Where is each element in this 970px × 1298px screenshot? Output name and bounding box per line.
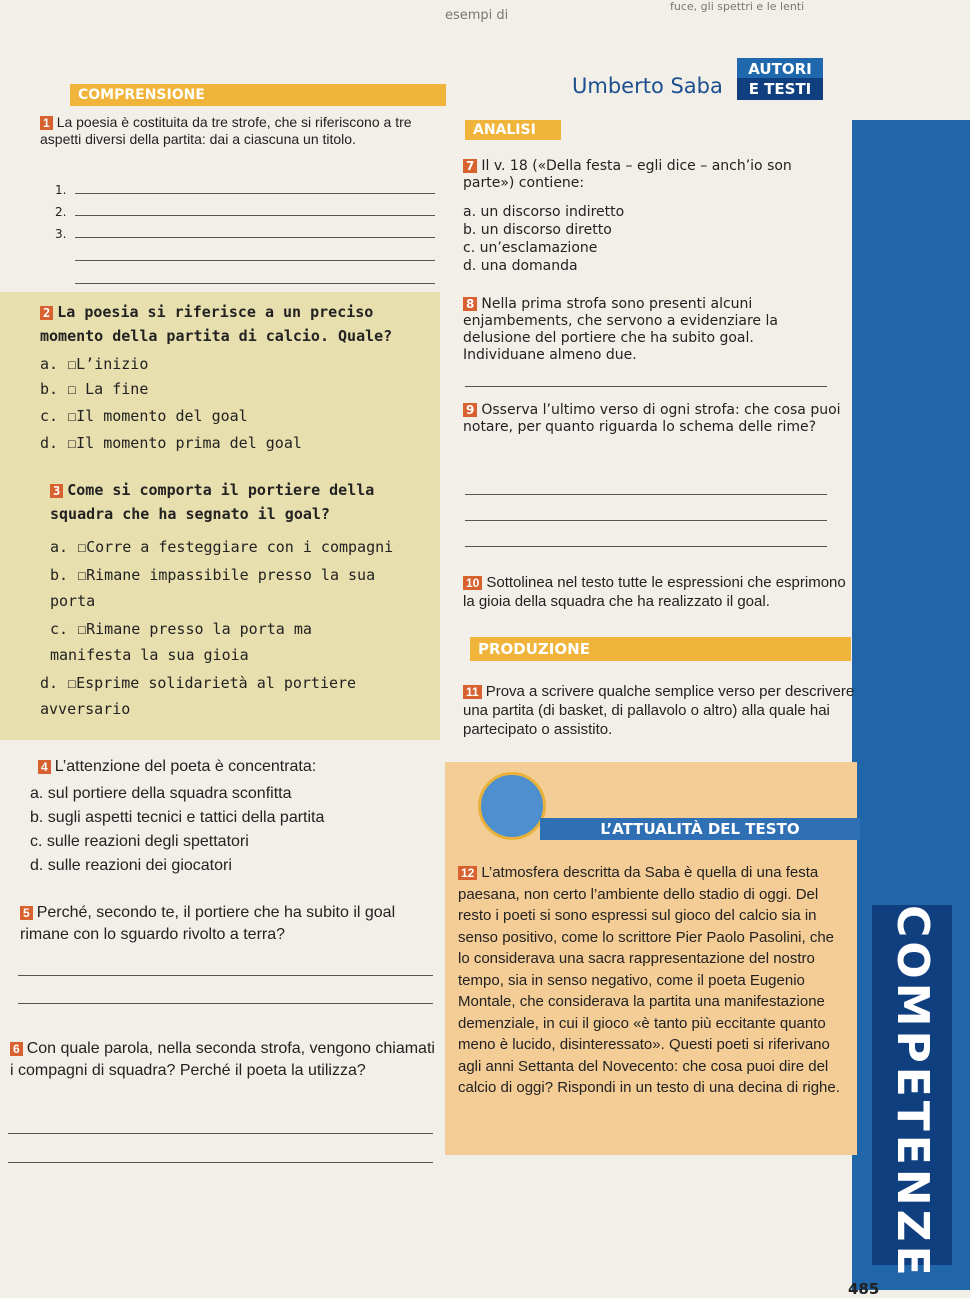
- question-6-text: Con quale parola, nella seconda strofa, vengono chiamati i compagni di squadra? Perché il poeta la utilizza?: [10, 1040, 435, 1079]
- answer-label-1: 1.: [55, 183, 67, 197]
- option-letter: d.: [40, 434, 59, 452]
- answer-line[interactable]: [465, 546, 827, 547]
- question-11-text: Prova a scrivere qualche semplice verso per descrivere una partita (di basket, di pallavolo o altro) alla quale hai partecipato o assistito.: [463, 683, 855, 738]
- option-b[interactable]: b. un discorso diretto: [463, 222, 612, 238]
- option-text: ☐Esprime solidarietà al portiere avversario: [40, 674, 357, 718]
- option-text: ☐Il momento prima del goal: [67, 434, 302, 452]
- section-label-testi: E TESTI: [737, 78, 823, 100]
- question-number: 12: [458, 866, 477, 880]
- option-d[interactable]: [30, 857, 232, 875]
- option-c[interactable]: [30, 833, 249, 851]
- option-letter: a.: [30, 785, 44, 802]
- question-2: [40, 300, 435, 348]
- option-letter: c.: [50, 620, 69, 638]
- option-a[interactable]: [50, 535, 435, 559]
- competenze-label: COMPETENZE: [872, 905, 952, 1265]
- question-3-text: Come si comporta il portiere della squadra che ha segnato il goal?: [50, 481, 375, 523]
- option-letter: b.: [30, 809, 44, 826]
- option-a[interactable]: a. un discorso indiretto: [463, 204, 625, 220]
- question-12-text: L’atmosfera descritta da Saba è quella di una festa paesana, non certo l’ambiente dello stadio di oggi. Del resto i poeti si sono espressi sul gioco del calcio sia in senso positivo, come lo scrittore Pier Paolo Pasolini, che lo considerava una sacra rappresentazione del nostro tempo, sia in senso negativo, come il poeta Eugenio Montale, che considerava la partita una manifestazione demenziale, in cui il gioco «è tanto più eccitante quanto meno è lucido, disinteressato». Questi poeti si riferivano agli anni Settanta del Novecento: che cosa puoi dire del calcio di oggi? Rispondi in un testo di una decina di righe.: [458, 864, 840, 1096]
- answer-line[interactable]: [75, 283, 435, 284]
- question-10-text: Sottolinea nel testo tutte le espressioni che esprimono la gioia della squadra che ha realizzato il goal.: [463, 574, 846, 610]
- option-text: ☐L’inizio: [67, 355, 149, 373]
- question-1-text: La poesia è costituita da tre strofe, che si riferiscono a tre aspetti diversi della partita: dai a ciascuna un titolo.: [40, 114, 412, 147]
- option-text: ☐Rimane presso la porta ma manifesta la sua gioia: [50, 620, 312, 664]
- option-text: ☐Corre a festeggiare con i compagni: [77, 538, 394, 556]
- question-8: [463, 296, 835, 364]
- answer-line[interactable]: [8, 1133, 433, 1134]
- answer-line[interactable]: [465, 386, 827, 387]
- option-letter: a.: [50, 538, 69, 556]
- analisi-title: ANALISI: [465, 120, 561, 140]
- option-b[interactable]: [30, 809, 324, 827]
- question-number: 3: [50, 484, 63, 498]
- option-letter: d.: [30, 857, 44, 874]
- answer-line[interactable]: [465, 520, 827, 521]
- option-c[interactable]: [40, 407, 248, 425]
- option-text: sulle reazioni dei giocatori: [47, 857, 232, 874]
- running-header-right: fuce, gli spettri e le lenti: [670, 0, 805, 13]
- option-letter: a.: [40, 355, 59, 373]
- globe-icon: [478, 772, 546, 840]
- answer-line[interactable]: [75, 260, 435, 261]
- option-d[interactable]: d. una domanda: [463, 258, 578, 274]
- question-number: 11: [463, 685, 482, 699]
- option-text: ☐Il momento del goal: [67, 407, 248, 425]
- answer-line[interactable]: [75, 237, 435, 238]
- option-letter: b.: [40, 380, 59, 398]
- running-header-left: esempi di: [445, 8, 509, 23]
- question-9-text: Osserva l’ultimo verso di ogni strofa: che cosa puoi notare, per quanto riguarda lo schema delle rime?: [463, 402, 841, 435]
- question-1: [40, 114, 440, 148]
- question-number: 8: [463, 297, 477, 311]
- question-number: 4: [38, 760, 51, 774]
- question-4: [38, 756, 438, 777]
- option-text: sulle reazioni degli spettatori: [46, 833, 249, 850]
- option-d[interactable]: [40, 670, 430, 722]
- question-9: [463, 402, 843, 436]
- answer-line[interactable]: [18, 1003, 433, 1004]
- option-text: sul portiere della squadra sconfitta: [47, 785, 292, 802]
- question-3: [50, 478, 435, 526]
- question-10: [463, 573, 848, 611]
- option-c[interactable]: c. un’esclamazione: [463, 240, 598, 256]
- author-name: Umberto Saba: [572, 74, 723, 98]
- answer-line[interactable]: [75, 215, 435, 216]
- question-4-text: L’attenzione del poeta è concentrata:: [54, 758, 317, 775]
- option-b[interactable]: [40, 380, 148, 398]
- section-label-autori: AUTORI: [737, 58, 823, 80]
- option-text: ☐Rimane impassibile presso la sua porta: [50, 566, 376, 610]
- option-letter: d.: [40, 674, 59, 692]
- answer-line[interactable]: [75, 193, 435, 194]
- option-a[interactable]: [40, 355, 148, 373]
- option-c[interactable]: [50, 616, 330, 668]
- question-number: 10: [463, 576, 482, 590]
- option-text: sugli aspetti tecnici e tattici della partita: [47, 809, 325, 826]
- answer-label-3: 3.: [55, 227, 67, 241]
- option-letter: c.: [30, 833, 43, 850]
- answer-label-2: 2.: [55, 205, 67, 219]
- option-d[interactable]: [40, 434, 302, 452]
- answer-line[interactable]: [8, 1162, 433, 1163]
- answer-line[interactable]: [18, 975, 433, 976]
- question-7-text: Il v. 18 («Della festa – egli dice – anch’io son parte») contiene:: [463, 158, 792, 191]
- question-number: 2: [40, 306, 53, 320]
- option-a[interactable]: [30, 785, 292, 803]
- question-number: 1: [40, 116, 53, 130]
- question-number: 7: [463, 159, 477, 173]
- question-number: 5: [20, 906, 33, 920]
- comprensione-title: COMPRENSIONE: [70, 84, 446, 106]
- attualita-title: L’ATTUALITÀ DEL TESTO: [540, 818, 860, 840]
- produzione-title: PRODUZIONE: [470, 637, 851, 661]
- answer-line[interactable]: [465, 494, 827, 495]
- question-5: [20, 902, 440, 946]
- question-2-text: La poesia si riferisce a un preciso momento della partita di calcio. Quale?: [40, 303, 393, 345]
- page-number: 485: [848, 1280, 880, 1298]
- question-number: 6: [10, 1042, 23, 1056]
- option-letter: b.: [50, 566, 69, 584]
- question-8-text: Nella prima strofa sono presenti alcuni enjambements, che servono a evidenziare la delusione del portiere che ha subito goal. Individuane almeno due.: [463, 296, 778, 363]
- option-letter: c.: [40, 407, 59, 425]
- question-7: [463, 158, 833, 192]
- question-5-text: Perché, secondo te, il portiere che ha subito il goal rimane con lo sguardo rivolto a terra?: [20, 904, 396, 943]
- question-6: [10, 1038, 440, 1082]
- question-11: [463, 682, 858, 739]
- option-text: ☐ La fine: [67, 380, 149, 398]
- question-number: 9: [463, 403, 477, 417]
- option-b[interactable]: [50, 562, 420, 614]
- question-12: [458, 862, 844, 1099]
